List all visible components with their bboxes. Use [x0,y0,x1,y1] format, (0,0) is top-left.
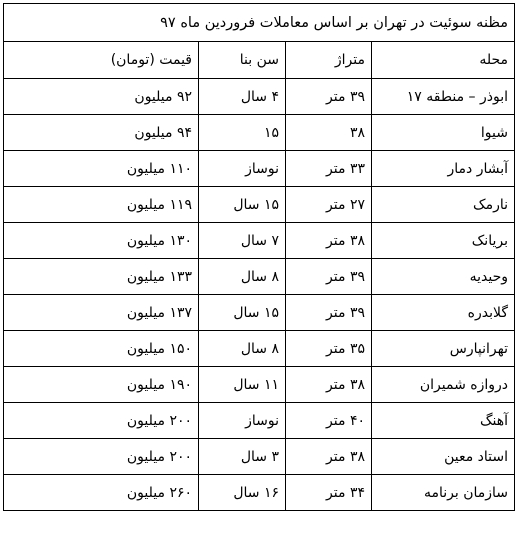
cell-price: ۹۲ میلیون [3,79,198,115]
cell-price: ۲۰۰ میلیون [3,439,198,475]
cell-area: استاد معین [372,439,515,475]
cell-size: ۳۸ [286,115,372,151]
cell-age: ۱۶ سال [199,475,286,511]
cell-area: سازمان برنامه [372,475,515,511]
cell-size: ۳۸ متر [286,223,372,259]
cell-age: ۱۵ [199,115,286,151]
cell-area: آبشار دمار [372,151,515,187]
cell-price: ۱۳۰ میلیون [3,223,198,259]
cell-price: ۱۳۷ میلیون [3,295,198,331]
cell-age: ۱۵ سال [199,295,286,331]
cell-area: گلابدره [372,295,515,331]
cell-size: ۳۴ متر [286,475,372,511]
cell-age: ۷ سال [199,223,286,259]
cell-area: شیوا [372,115,515,151]
cell-area: دروازه شمیران [372,367,515,403]
cell-price: ۱۹۰ میلیون [3,367,198,403]
header-age: سن بنا [199,42,286,79]
price-table [3,3,515,511]
cell-age: نوساز [199,151,286,187]
table-row [3,223,514,259]
table-row [3,79,514,115]
table-row [3,259,514,295]
cell-age: نوساز [199,403,286,439]
table-row [3,295,514,331]
price-table-sheet [4,3,515,511]
table-row [3,403,514,439]
cell-price: ۱۳۳ میلیون [3,259,198,295]
cell-age: ۴ سال [199,79,286,115]
cell-size: ۳۸ متر [286,367,372,403]
cell-size: ۴۰ متر [286,403,372,439]
cell-area: تهرانپارس [372,331,515,367]
table-row [3,115,514,151]
cell-age: ۱۵ سال [199,187,286,223]
cell-price: ۱۱۹ میلیون [3,187,198,223]
cell-size: ۳۹ متر [286,259,372,295]
cell-size: ۳۹ متر [286,79,372,115]
header-area: محله [372,42,515,79]
price-table-body [3,4,514,511]
header-row [3,42,514,79]
table-row [3,331,514,367]
table-row [3,151,514,187]
cell-size: ۳۵ متر [286,331,372,367]
cell-price: ۱۱۰ میلیون [3,151,198,187]
cell-size: ۳۳ متر [286,151,372,187]
table-title: مظنه سوئیت در تهران بر اساس معاملات فروردین ماه ۹۷ [3,4,514,42]
cell-price: ۲۰۰ میلیون [3,403,198,439]
cell-area: بریانک [372,223,515,259]
cell-price: ۹۴ میلیون [3,115,198,151]
table-row [3,187,514,223]
table-row [3,367,514,403]
cell-area: آهنگ [372,403,515,439]
cell-size: ۳۹ متر [286,295,372,331]
cell-area: نارمک [372,187,515,223]
cell-area: وحیدیه [372,259,515,295]
header-size: متراژ [286,42,372,79]
cell-age: ۸ سال [199,259,286,295]
cell-size: ۳۸ متر [286,439,372,475]
cell-age: ۸ سال [199,331,286,367]
table-row [3,475,514,511]
cell-size: ۲۷ متر [286,187,372,223]
header-price: قیمت (تومان) [3,42,198,79]
table-row [3,439,514,475]
cell-area: ابوذر – منطقه ۱۷ [372,79,515,115]
cell-age: ۳ سال [199,439,286,475]
cell-age: ۱۱ سال [199,367,286,403]
cell-price: ۲۶۰ میلیون [3,475,198,511]
title-row [3,4,514,42]
cell-price: ۱۵۰ میلیون [3,331,198,367]
